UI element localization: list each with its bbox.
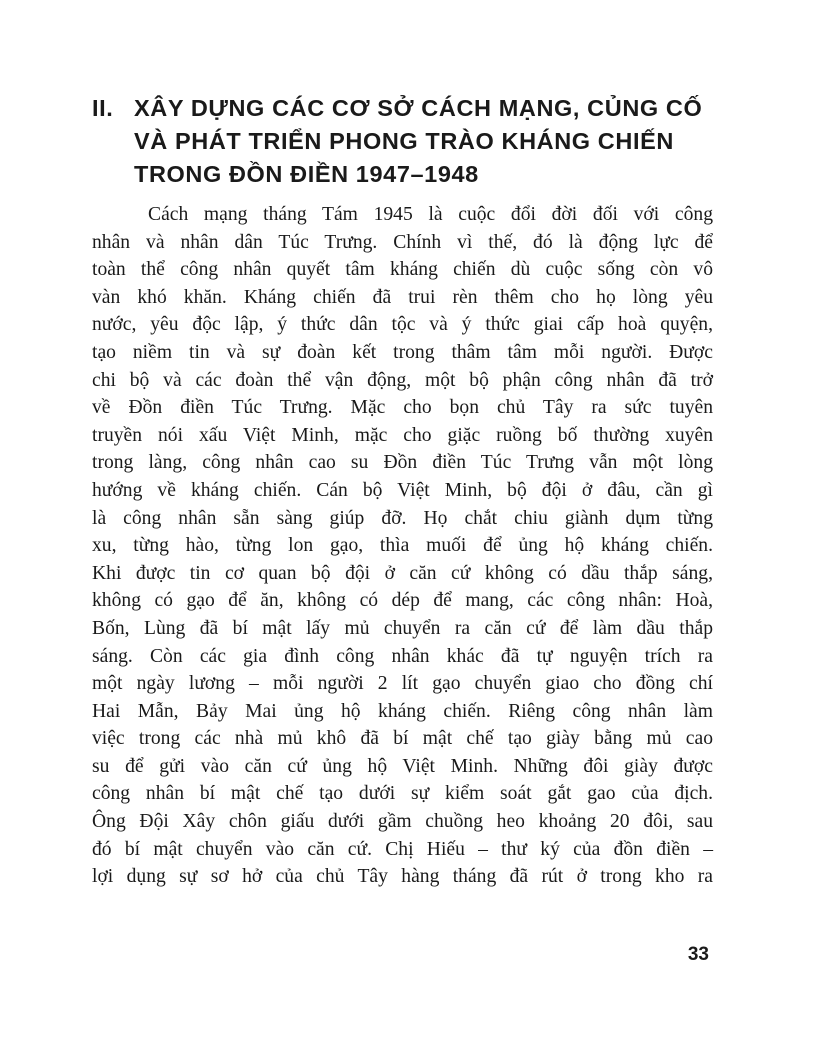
text-line: trong làng, công nhân cao su Đồn điền Túc Trưng vẫn một lòng [92,452,713,474]
text-line: hướng về kháng chiến. Cán bộ Việt Minh, bộ đội ở đâu, cần gì [92,479,713,501]
text-line: việc trong các nhà mủ khô đã bí mật chế tạo giày bằng mủ cao [92,728,713,750]
text-line: su để gửi vào căn cứ ủng hộ Việt Minh. Những đôi giày được [92,755,713,777]
text-line: công nhân bí mật chế tạo dưới sự kiểm soát gắt gao của địch. [92,783,713,805]
text-line: không có gạo để ăn, không có dép để mang, các công nhân: Hoà, [92,590,713,612]
section-heading [92,92,732,191]
section-title-line: VÀ PHÁT TRIỂN PHONG TRÀO KHÁNG CHIẾN [134,128,674,154]
text-line: nước, yêu độc lập, ý thức dân tộc và ý thức giai cấp hoà quyện, [92,314,713,336]
text-line: lợi dụng sự sơ hở của chủ Tây hàng tháng đã rút ở trong kho ra [92,866,713,888]
text-line: tạo niềm tin và sự đoàn kết trong thâm tâm mỗi người. Được [92,341,713,363]
section-number: II. [92,95,114,121]
section-title [134,92,732,191]
text-line: Khi được tin cơ quan bộ đội ở căn cứ không có dầu thắp sáng, [92,562,713,584]
text-line: sáng. Còn các gia đình công nhân khác đã tự nguyện trích ra [92,645,713,667]
text-line: là công nhân sẵn sàng giúp đỡ. Họ chắt chiu giành dụm từng [92,507,713,529]
text-line: truyền nói xấu Việt Minh, mặc cho giặc ruồng bố thường xuyên [92,424,713,446]
text-line: về Đồn điền Túc Trưng. Mặc cho bọn chủ Tây ra sức tuyên [92,397,713,419]
text-line: một ngày lương – mỗi người 2 lít gạo chuyển giao cho đồng chí [92,673,713,695]
page-number: 33 [687,944,709,965]
body-paragraph [92,201,713,891]
section-title-line: XÂY DỰNG CÁC CƠ SỞ CÁCH MẠNG, CỦNG CỐ [134,95,703,121]
text-line: Hai Mẫn, Bảy Mai ủng hộ kháng chiến. Riêng công nhân làm [92,700,713,722]
section-title-line: TRONG ĐỒN ĐIỀN 1947–1948 [134,161,479,187]
text-line: Cách mạng tháng Tám 1945 là cuộc đổi đời đối với công [148,204,713,225]
text-line: toàn thể công nhân quyết tâm kháng chiến dù cuộc sống còn vô [92,259,713,281]
text-line: xu, từng hào, từng lon gạo, thìa muối để ủng hộ kháng chiến. [92,535,713,557]
text-line: chi bộ và các đoàn thể vận động, một bộ phận công nhân đã trở [92,369,713,391]
text-line: nhân và nhân dân Túc Trưng. Chính vì thế, đó là động lực để [92,231,713,253]
text-line: vàn khó khăn. Kháng chiến đã trui rèn thêm cho họ lòng yêu [92,286,713,308]
text-line: Bốn, Lùng đã bí mật lấy mủ chuyển ra căn cứ để làm dầu thắp [92,617,713,639]
text-line: đó bí mật chuyển vào căn cứ. Chị Hiếu – thư ký của đồn điền – [92,838,713,860]
text-line: Ông Đội Xây chôn giấu dưới gầm chuồng heo khoảng 20 đôi, sau [92,811,713,833]
